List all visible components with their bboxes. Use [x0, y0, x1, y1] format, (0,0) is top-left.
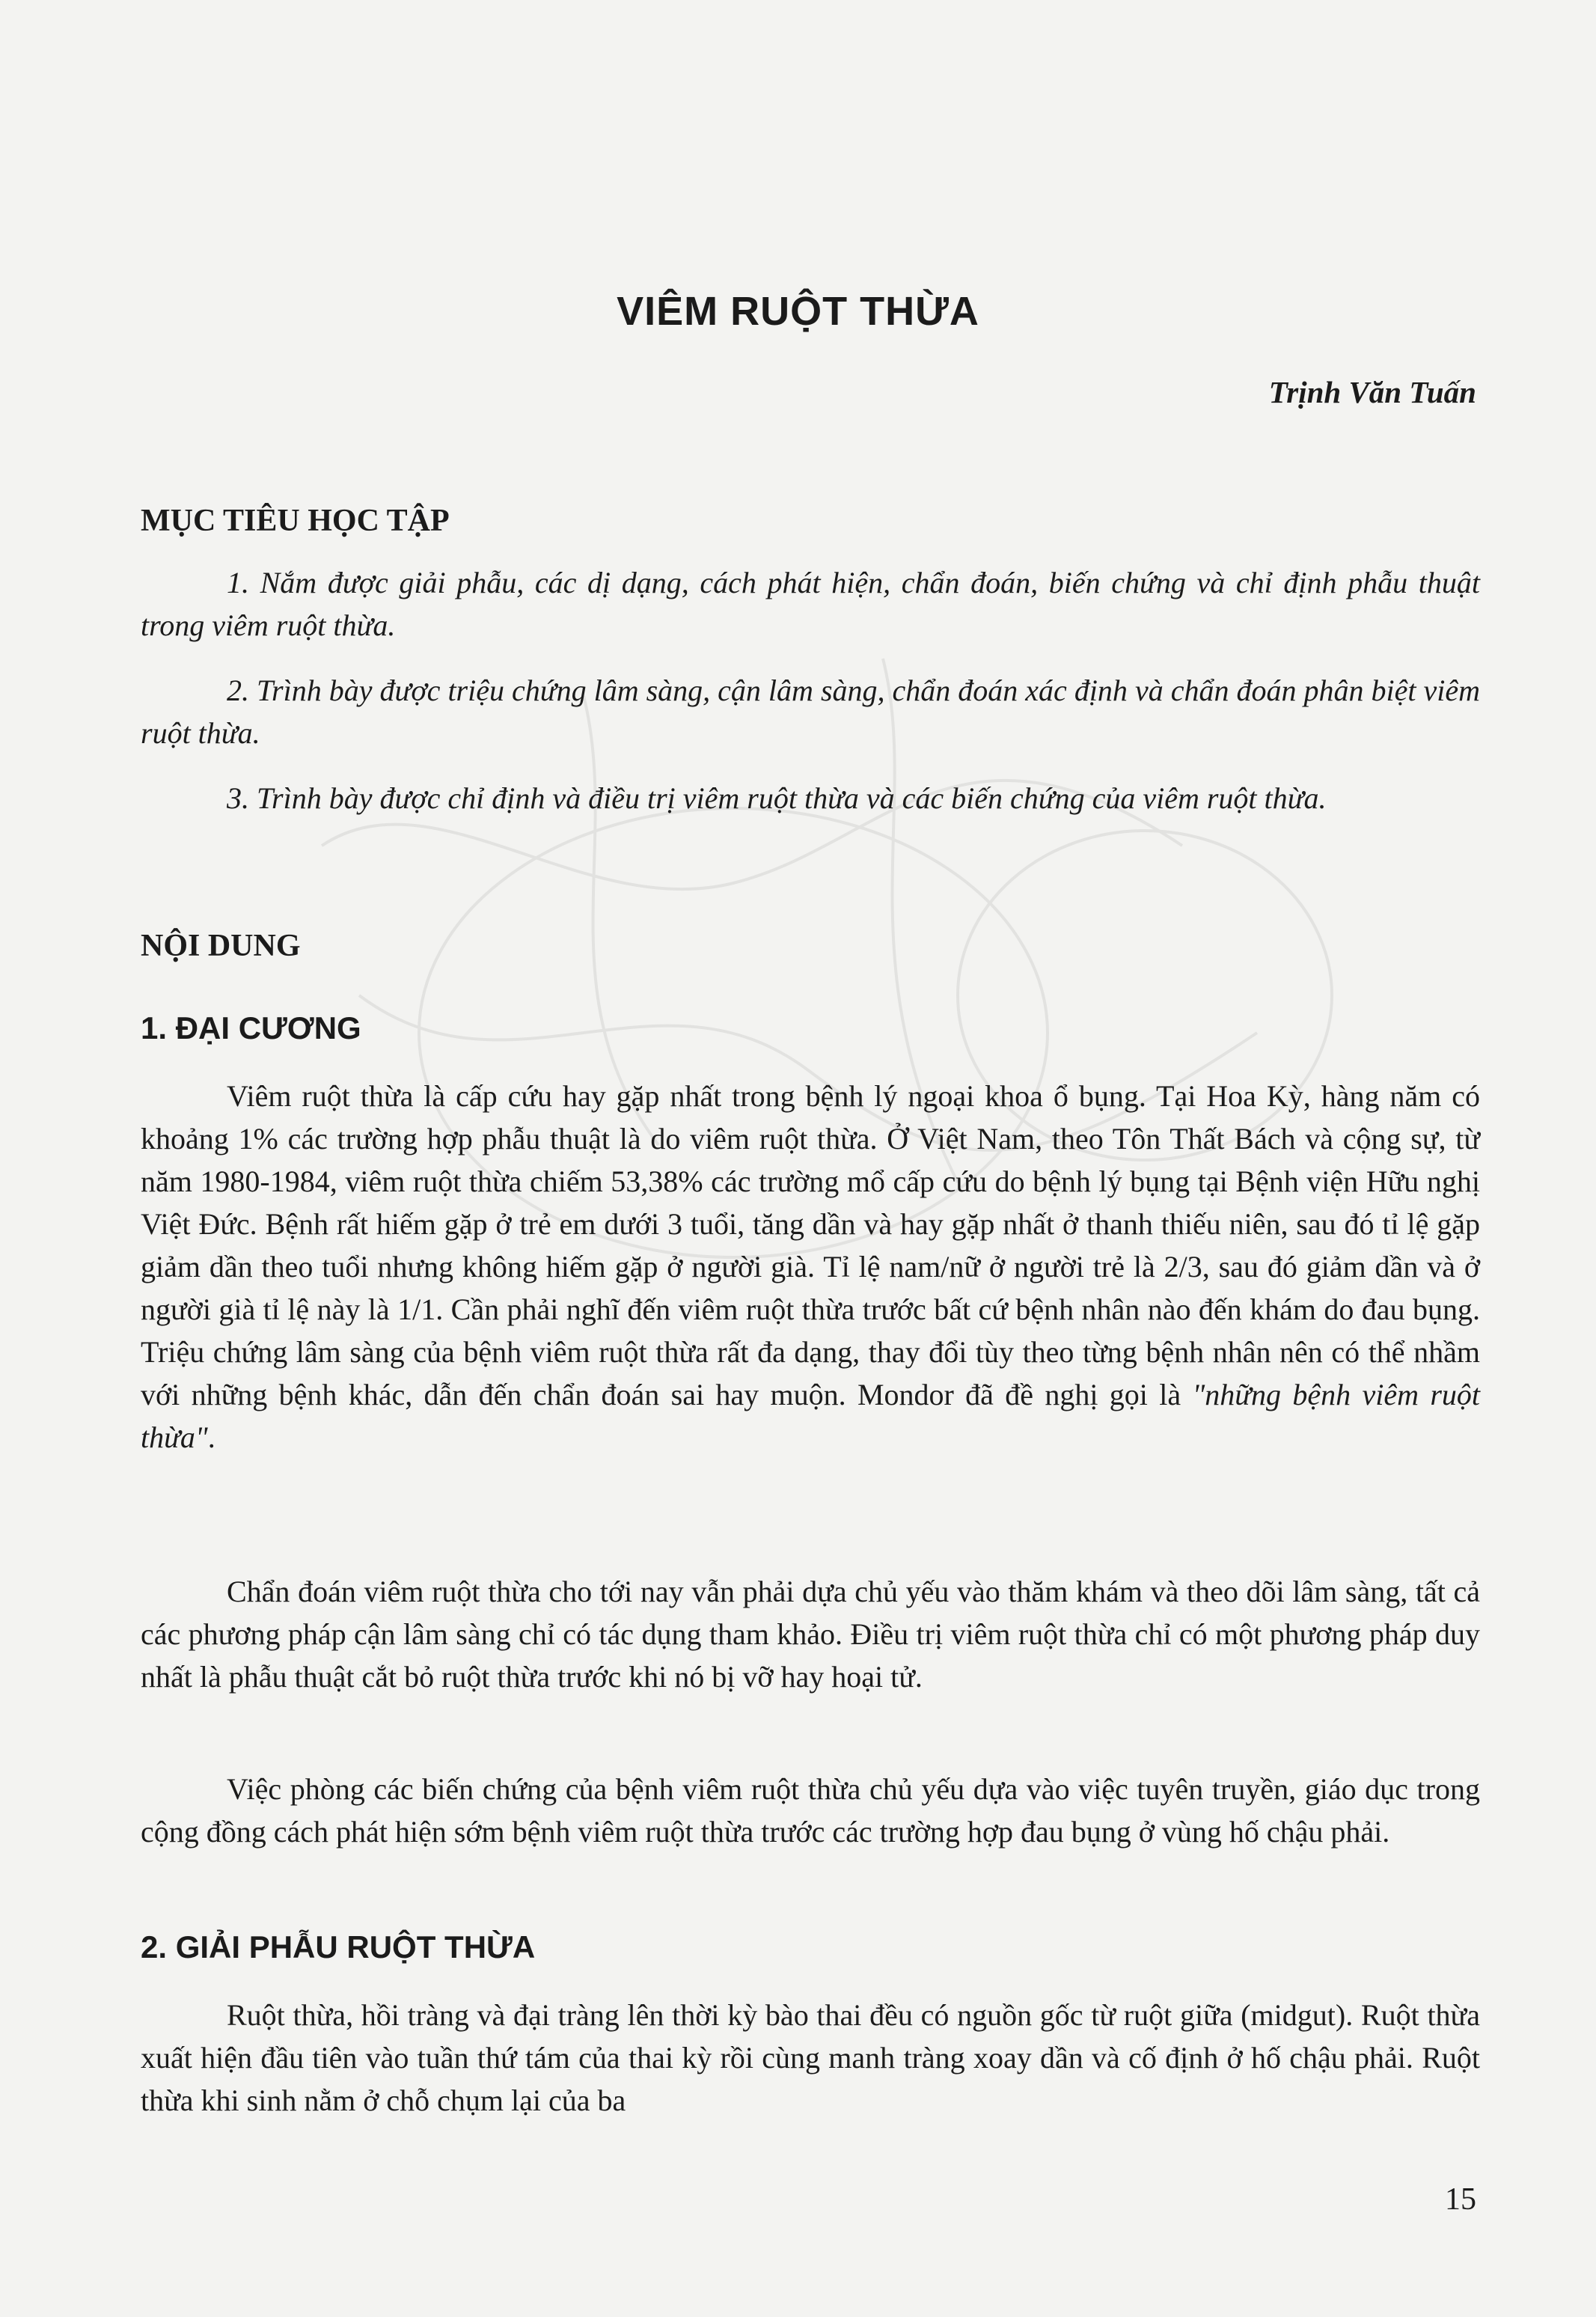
page-number: 15	[1445, 2182, 1476, 2217]
section1-paragraph-2: Chẩn đoán viêm ruột thừa cho tới nay vẫn phải dựa chủ yếu vào thăm khám và theo dõi lâm sàng, tất cả các phương pháp cận lâm sàng chỉ có tác dụng tham khảo. Điều trị viêm ruột thừa chỉ có một phương pháp duy nhất là phẫu thuật cắt bỏ ruột thừa trước khi nó bị vỡ hay hoại tử.	[141, 1575, 1480, 1694]
paragraph-text: Viêm ruột thừa là cấp cứu hay gặp nhất trong bệnh lý ngoại khoa ổ bụng. Tại Hoa Kỳ, hàng năm có khoảng 1% các trường hợp phẫu thuật là do viêm ruột thừa. Ở Việt Nam, theo Tôn Thất Bách và cộng sự, từ năm 1980-1984, viêm ruột thừa chiếm 53,38% các trường mổ cấp cứu do bệnh lý bụng tại Bệnh viện Hữu nghị Việt Đức. Bệnh rất hiếm gặp ở trẻ em dưới 3 tuổi, tăng dần và hay gặp nhất ở thanh thiếu niên, sau đó tỉ lệ gặp giảm dần theo tuổi nhưng không hiếm gặp ở người già. Tỉ lệ nam/nữ ở người trẻ là 2/3, sau đó giảm dần và ở người già tỉ lệ này là 1/1. Cần phải nghĩ đến viêm ruột thừa trước bất cứ bệnh nhân nào đến khám do đau bụng. Triệu chứng lâm sàng của bệnh viêm ruột thừa rất đa dạng, thay đổi tùy theo từng bệnh nhân nên có thể nhầm với những bệnh khác, dẫn đến chẩn đoán sai hay muộn. Mondor đã đề nghị gọi là	[141, 1079, 1480, 1411]
section-heading-2: 2. GIẢI PHẪU RUỘT THỪA	[141, 1929, 536, 1965]
page-title: VIÊM RUỘT THỪA	[617, 289, 979, 334]
paragraph-end: .	[207, 1420, 215, 1454]
author-name: Trịnh Văn Tuấn	[1268, 375, 1476, 409]
content-heading: NỘI DUNG	[141, 929, 301, 963]
quoted-term: "những bệnh viêm ruột thừa"	[141, 1378, 1480, 1454]
section1-paragraph-1	[141, 1075, 1480, 1459]
objective-item: 3. Trình bày được chỉ định và điều trị viêm ruột thừa và các biến chứng của viêm ruột thừa.	[227, 781, 1327, 815]
objective-item: 2. Trình bày được triệu chứng lâm sàng, cận lâm sàng, chẩn đoán xác định và chẩn đoán phân biệt viêm ruột thừa.	[141, 674, 1480, 750]
objectives-list	[141, 561, 1480, 842]
section1-paragraph-3: Việc phòng các biến chứng của bệnh viêm ruột thừa chủ yếu dựa vào việc tuyên truyền, giáo dục trong cộng đồng cách phát hiện sớm bệnh viêm ruột thừa trước các trường hợp đau bụng ở vùng hố chậu phải.	[141, 1772, 1480, 1849]
objectives-heading: MỤC TIÊU HỌC TẬP	[141, 504, 450, 538]
section-heading-1: 1. ĐẠI CƯƠNG	[141, 1010, 361, 1045]
objective-item: 1. Nắm được giải phẫu, các dị dạng, cách phát hiện, chẩn đoán, biến chứng và chỉ định phẫu thuật trong viêm ruột thừa.	[141, 566, 1480, 642]
section2-paragraph-1: Ruột thừa, hồi tràng và đại tràng lên thời kỳ bào thai đều có nguồn gốc từ ruột giữa (midgut). Ruột thừa xuất hiện đầu tiên vào tuần thứ tám của thai kỳ rồi cùng manh tràng xoay dần và cố định ở hố chậu phải. Ruột thừa khi sinh nằm ở chỗ chụm lại của ba	[141, 1998, 1480, 2117]
